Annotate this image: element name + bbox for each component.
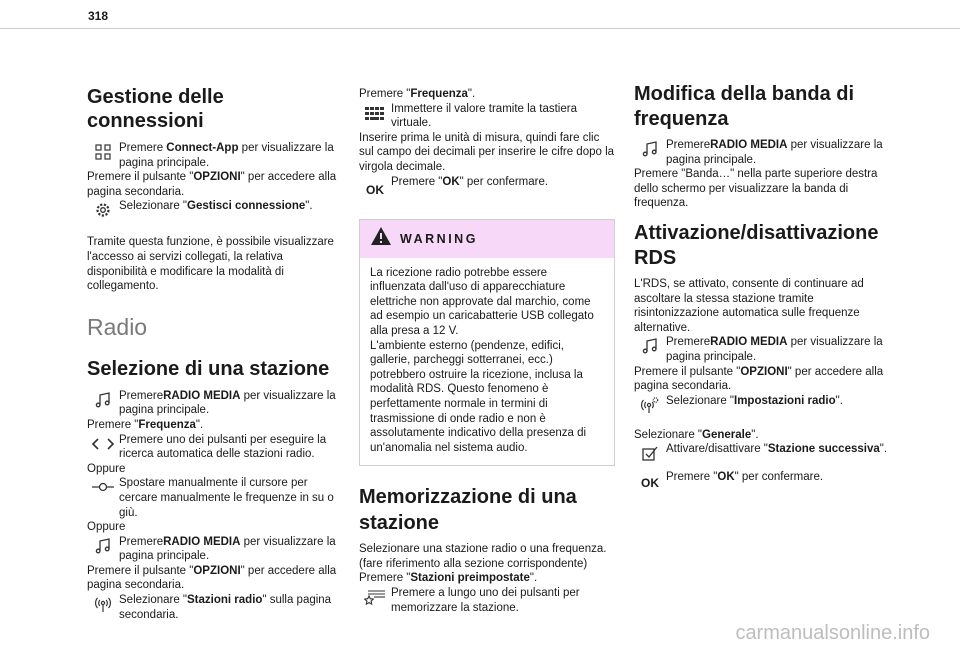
section-title-select-station: Selezione di una stazione: [87, 357, 330, 380]
text: " sulla pagina secondaria.: [119, 594, 332, 621]
rds-step-4: [634, 428, 890, 443]
text-bold: Gestisci connessione: [187, 200, 306, 213]
text: Selezionare ": [119, 200, 188, 213]
text-bold: OPZIONI: [193, 564, 241, 577]
text: Spostare manualmente il cursore per cercare manualmente le frequenze in su o giù.: [119, 477, 334, 519]
text: Premere a lungo uno dei pulsanti per memorizzare la stazione.: [391, 587, 580, 614]
warning-triangle-icon: [370, 226, 392, 251]
text: per visualizzare la pagina principale.: [119, 389, 336, 417]
text: Premere: [666, 139, 711, 151]
music-note-icon: [87, 389, 119, 417]
page-number: 318: [88, 9, 109, 23]
warning-paragraph-2: L'ambiente esterno (pendenze, edifici, gallerie, parcheggi sotterranei, ecc.) potrebbero ostruire la ricezione, inclusa la modalità RDS. Questo fenomeno è perfettamente normale in termini di trasmissione di onde radio e non è assolutamente indicativo della presenza di un'anomalia nel sistema audio.: [370, 339, 587, 454]
step-frequency: [359, 87, 615, 102]
text: per visualizzare la pagina principale.: [666, 139, 883, 166]
music-note-icon: [87, 535, 119, 563]
section-title-band: Modifica della banda di frequenza: [634, 83, 855, 130]
memo-step-1: Selezionare una stazione radio o una frequenza.: [359, 543, 607, 556]
text: ".: [835, 394, 843, 407]
rds-step-6: [634, 470, 890, 502]
text: ".: [467, 88, 476, 100]
band-step-2: Premere "Banda…" nella parte superiore destra dello schermo per visualizzare la banda di frequenza.: [634, 168, 878, 210]
band-step-1: [634, 138, 890, 167]
warning-box: [359, 219, 615, 467]
memo-step-2: (fare riferimento alla sezione corrispondente): [359, 557, 588, 570]
text: per visualizzare la pagina principale.: [666, 336, 883, 363]
text: ".: [529, 572, 538, 585]
text: Premere ": [666, 471, 718, 484]
slider-cursor-icon: [87, 476, 119, 504]
radio-settings-icon: [634, 394, 666, 422]
text-bold: Stazioni preimpostate: [410, 572, 530, 585]
text-bold: OPZIONI: [193, 171, 241, 184]
memo-step-3: [359, 571, 615, 586]
keyboard-icon: [359, 102, 391, 130]
text-bold: RADIO MEDIA: [710, 336, 788, 349]
checkbox-icon: [634, 442, 666, 470]
text: " per accedere alla pagina secondaria.: [87, 564, 337, 592]
ok-icon: OK: [366, 182, 384, 197]
text-bold: Frequenza: [410, 88, 468, 100]
text: Selezionare ": [666, 394, 735, 407]
text: Premere il pulsante ": [87, 564, 194, 577]
step-connect-app: [87, 141, 342, 170]
step-ok: [359, 175, 615, 209]
column-middle: [359, 87, 615, 615]
step-manage-connection: [87, 199, 342, 227]
text: Selezionare ": [634, 428, 703, 441]
rds-step-2: [634, 365, 890, 394]
text: ".: [751, 428, 759, 441]
text-bold: Generale: [702, 428, 752, 441]
step-manual-slider: [87, 476, 342, 520]
text: Premere ": [87, 418, 139, 431]
music-note-icon: [634, 335, 666, 363]
text: Premere: [666, 336, 711, 349]
warning-body: [360, 258, 614, 466]
text: Premere ": [359, 572, 411, 585]
warning-header: [360, 220, 614, 258]
step-frequency: [87, 418, 342, 433]
text: Premere: [119, 142, 167, 154]
or-text: Oppure: [87, 462, 126, 475]
step-auto-search: [87, 433, 342, 462]
step-options: [87, 170, 342, 199]
text: Premere uno dei pulsanti per eseguire la ricerca automatica delle stazioni radio.: [119, 433, 327, 461]
step-radio-stations: [87, 593, 342, 622]
step-virtual-keyboard: [359, 102, 615, 131]
text: Premere: [119, 389, 164, 402]
rds-paragraph: L'RDS, se attivato, consente di continuare ad ascoltare la stessa stazione tramite risintonizzazione automatica sulle frequenze alternative.: [634, 277, 864, 334]
radio-antenna-icon: [87, 593, 119, 621]
section-title-rds: Attivazione/disattivazione RDS: [634, 221, 879, 269]
text: per visualizzare la pagina principale.: [119, 535, 336, 563]
warning-title: WARNING: [400, 231, 478, 246]
step-radio-media-2: [87, 535, 342, 564]
text: " per confermare.: [734, 471, 824, 484]
column-left: [87, 60, 342, 622]
text: Attivare/disattivare ": [666, 443, 768, 456]
text: Immettere il valore tramite la tastiera virtuale.: [391, 102, 577, 130]
decimal-instructions: Inserire prima le unità di misura, quindi fare clic sul campo dei decimali per inserire le cifre dopo la virgola decimale.: [359, 131, 615, 173]
text: " per confermare.: [459, 175, 549, 188]
text: Premere ": [391, 175, 443, 188]
connections-paragraph: Tramite questa funzione, è possibile visualizzare l'accesso ai servizi collegati, la relativa disponibilità e modificare la modalità di collegamento.: [87, 236, 334, 293]
text: per visualizzare la pagina principale.: [119, 142, 334, 169]
text: ".: [195, 418, 204, 431]
text-bold: Stazione successiva: [767, 443, 880, 456]
memo-step-4: [359, 586, 615, 615]
chevron-left-right-icon: [87, 433, 119, 461]
text: Premere il pulsante ": [634, 365, 741, 378]
rds-step-1: [634, 335, 890, 364]
text-bold: RADIO MEDIA: [710, 139, 788, 151]
step-radio-media: [87, 389, 342, 418]
text-bold: RADIO MEDIA: [163, 535, 241, 548]
chapter-title-radio: Radio: [87, 313, 148, 340]
header-divider: [0, 28, 960, 29]
text-bold: Impostazioni radio: [734, 394, 836, 407]
text-bold: Frequenza: [138, 418, 196, 431]
warning-paragraph-1: La ricezione radio potrebbe essere influenzata dall'uso di apparecchiature elettriche non approvate dal marchio, come ad esempio un caricabatterie USB collegato alla presa a 12 V.: [370, 266, 594, 337]
preset-star-icon: [359, 586, 391, 614]
text: Selezionare ": [119, 594, 188, 607]
gear-icon: [87, 199, 119, 227]
text-bold: Stazioni radio: [187, 594, 263, 607]
text: " per accedere alla pagina secondaria.: [87, 171, 337, 198]
section-title-memorize: Memorizzazione di una stazione: [359, 486, 577, 535]
music-note-icon: [634, 138, 666, 166]
text-bold: RADIO MEDIA: [163, 389, 241, 402]
column-right: [634, 82, 890, 502]
text: Premere il pulsante ": [87, 171, 194, 184]
grid-apps-icon: [87, 141, 119, 169]
text-bold: OK: [717, 471, 735, 484]
text: ".: [305, 200, 313, 213]
rds-step-5: [634, 442, 890, 470]
text-bold: OK: [442, 175, 460, 188]
rds-step-3: [634, 394, 890, 422]
text: " per accedere alla pagina secondaria.: [634, 365, 884, 393]
text: ".: [879, 443, 888, 456]
text-bold: Connect-App: [166, 142, 239, 154]
watermark: carmanualsonline.info: [735, 622, 930, 644]
or-text: Oppure: [87, 521, 126, 534]
step-options-2: [87, 564, 342, 593]
ok-icon: OK: [641, 476, 659, 491]
text: Premere ": [359, 88, 411, 100]
text-bold: OPZIONI: [740, 365, 788, 378]
section-title-connections: Gestione delle connessioni: [87, 86, 224, 132]
text: Premere: [119, 535, 164, 548]
